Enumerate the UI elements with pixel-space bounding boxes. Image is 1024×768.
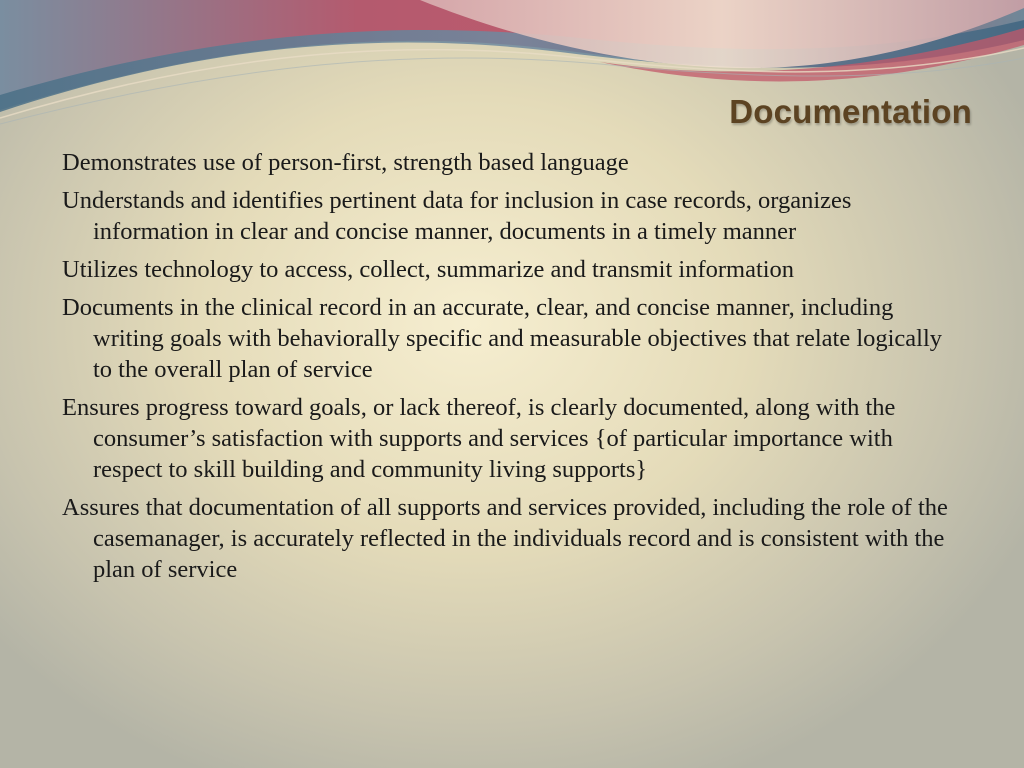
bullet-item: Understands and identifies pertinent data for inclusion in case records, organizes information in clear and concise manner, documents in a timely manner: [62, 187, 852, 245]
bullet-item: Ensures progress toward goals, or lack thereof, is clearly documented, along with the consumer’s satisfaction with supports and services {of particular importance with respect to skill building and community living supports}: [62, 394, 896, 483]
bullet-item: Assures that documentation of all supports and services provided, including the role of the casemanager, is accurately reflected in the individuals record and is consistent with the plan of service: [62, 494, 948, 583]
bullet-item: Demonstrates use of person-first, strength based language: [62, 149, 629, 176]
bullet-item: Documents in the clinical record in an accurate, clear, and concise manner, including writing goals with behaviorally specific and measurable objectives that relate logically to the overall plan of service: [62, 294, 943, 383]
bullet-item: Utilizes technology to access, collect, summarize and transmit information: [62, 256, 795, 283]
bullet-list: [62, 147, 962, 592]
slide-title: Documentation: [729, 93, 972, 130]
